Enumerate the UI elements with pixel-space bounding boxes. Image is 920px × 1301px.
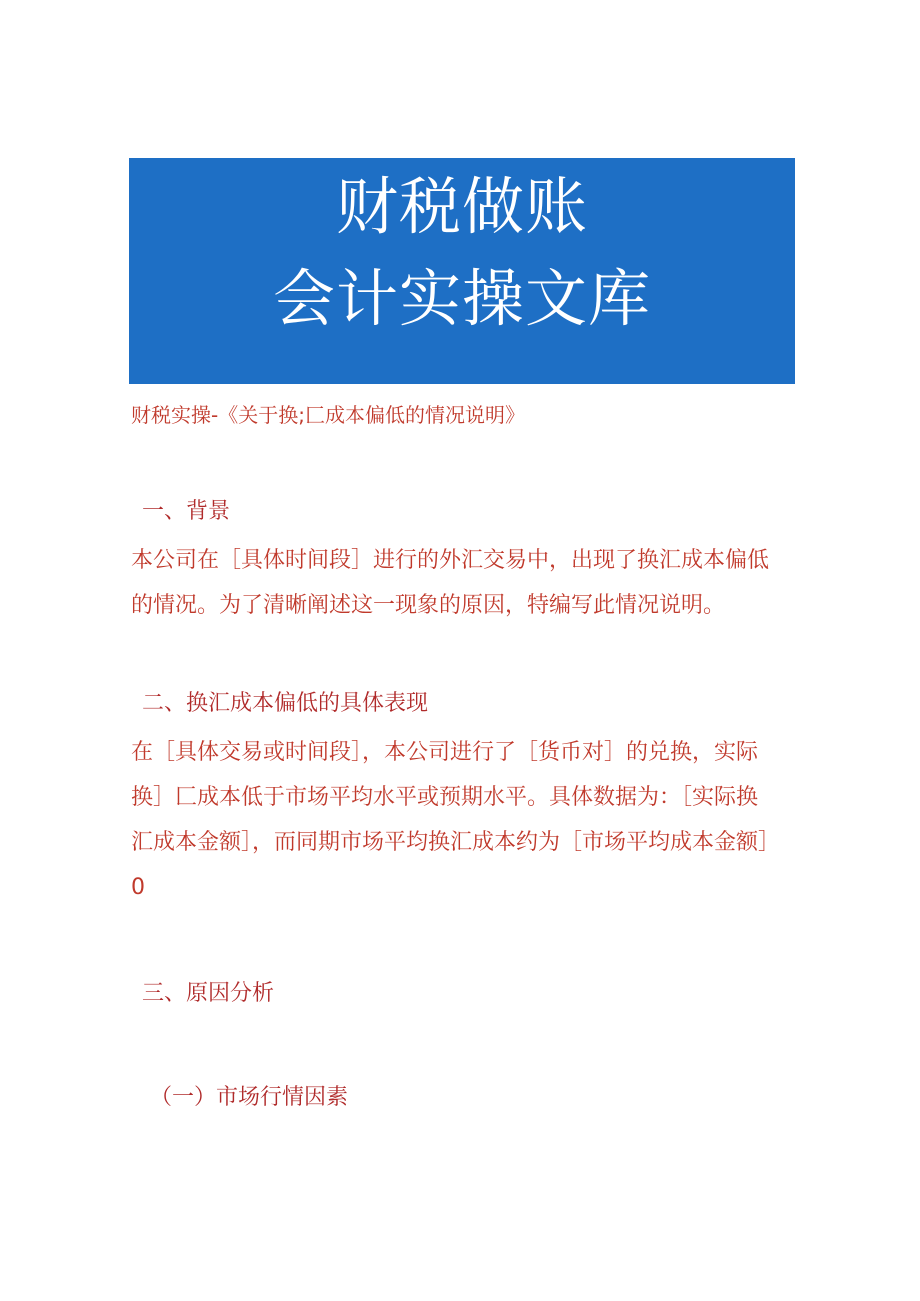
section-heading-manifestation: 二、换汇成本偏低的具体表现 (142, 691, 429, 716)
paragraph-line: 的情况。为了清晰阐述这一现象的原因，特编写此情况说明。 (131, 593, 726, 618)
banner-title-line1: 财税做账 (335, 170, 588, 243)
paragraph-line: 换］匚成本低于市场平均水平或预期水平。具体数据为：［实际换 (131, 785, 759, 810)
paragraph-line: 本公司在［具体时间段］进行的外汇交易中，出现了换汇成本偏低 (131, 548, 770, 573)
document-title: 财税实操-《关于换;匚成本偏低的情况说明》 (131, 403, 525, 427)
section-heading-cause-analysis: 三、原因分析 (142, 981, 275, 1006)
subsection-heading-market-factors: （一）市场行情因素 (150, 1085, 349, 1110)
section-paragraph-manifestation (131, 730, 801, 910)
paragraph-line: 在［具体交易或时间段］，本公司进行了［货币对］的兑换，实际 (131, 740, 759, 765)
section-heading-background: 一、背景 (142, 499, 231, 524)
section-paragraph-background (131, 538, 801, 628)
paragraph-line: 0 (131, 875, 145, 900)
banner-title-line2: 会计实操文库 (272, 262, 651, 335)
paragraph-line: 汇成本金额］，而同期市场平均换汇成本约为［市场平均成本金额］ (131, 830, 781, 855)
